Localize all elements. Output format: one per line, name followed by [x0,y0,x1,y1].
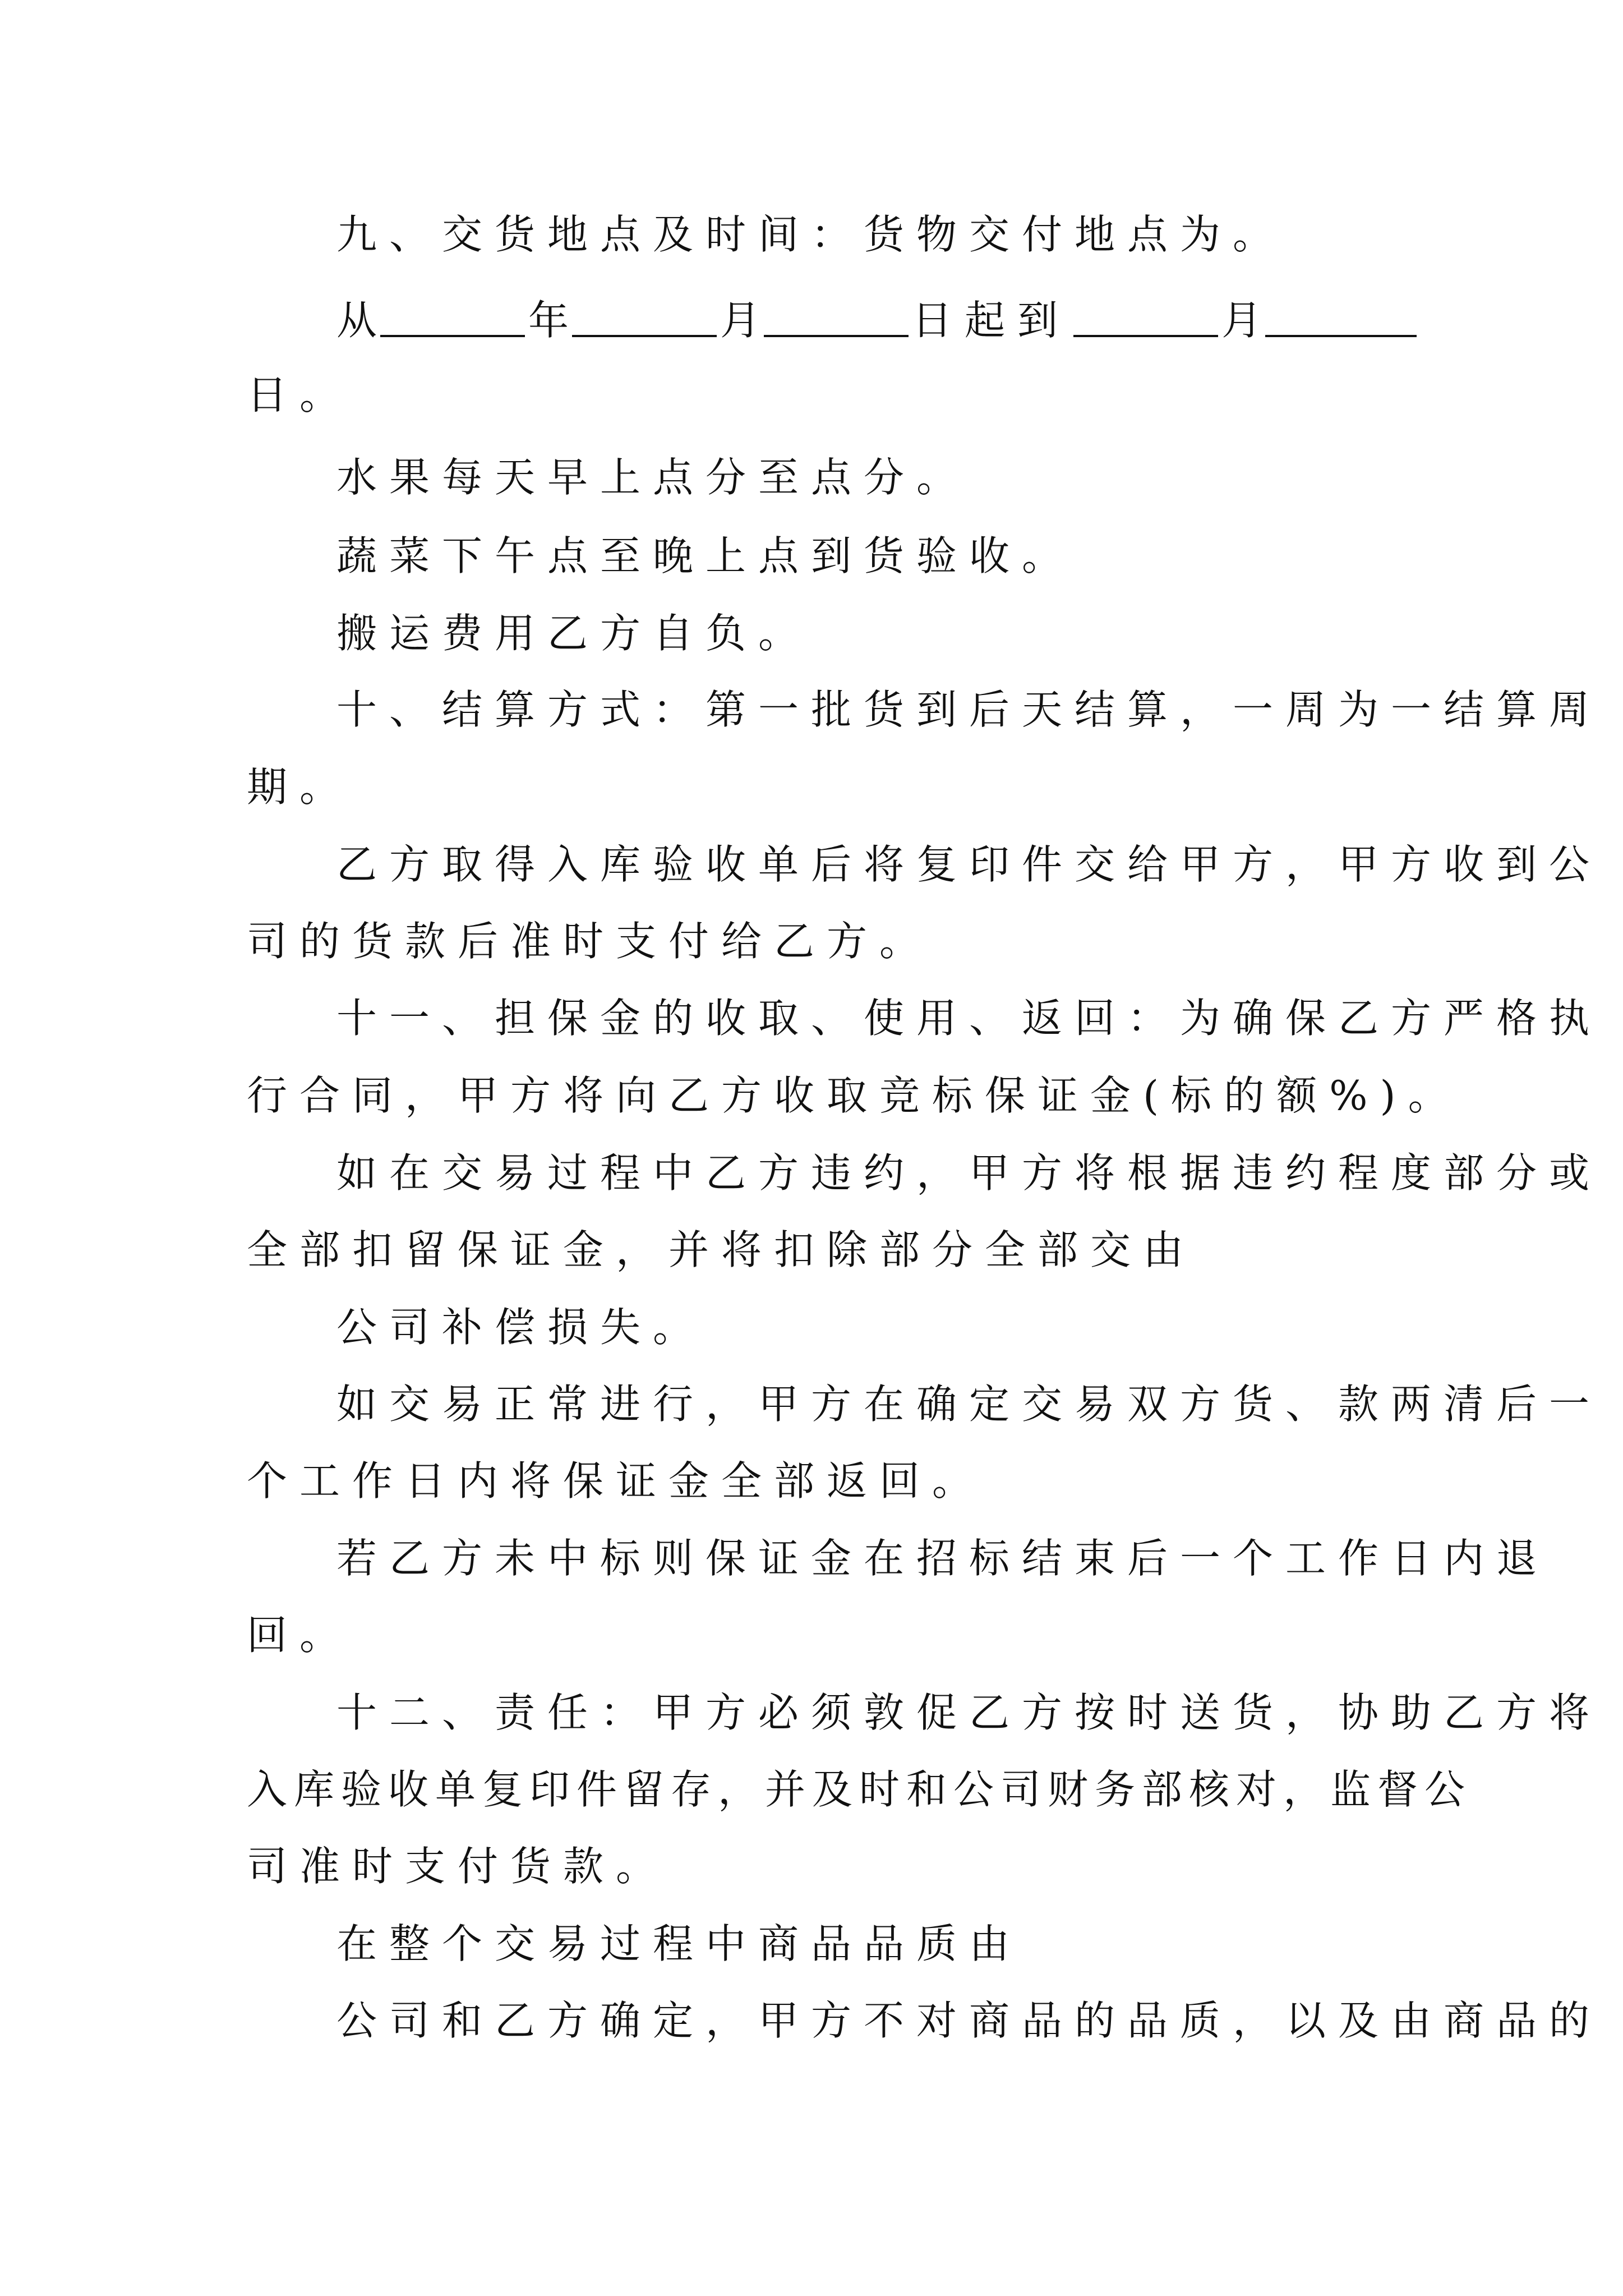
text-line: 九、交货地点及时间：货物交付地点为。 [336,211,1286,258]
text-line: 司准时支付货款。 [247,1843,669,1890]
text-line: 搬运费用乙方自负。 [336,610,811,657]
text-line: 十、结算方式：第一批货到后天结算，一周为一结算周 [336,686,1602,733]
text-line: 回。 [247,1612,353,1659]
text-line: 期。 [247,763,353,811]
fill-in-blank [1073,297,1218,337]
date-part: 月 [720,297,761,344]
text-line: 乙方取得入库验收单后将复印件交给甲方，甲方收到公 [336,841,1602,888]
text-line: 如在交易过程中乙方违约，甲方将根据违约程度部分或 [336,1149,1602,1197]
fill-in-blank [764,297,909,337]
text-line: 蔬菜下午点至晚上点到货验收。 [336,532,1075,579]
date-part: 月 [1221,297,1262,344]
text-line: 个工作日内将保证金全部返回。 [247,1457,985,1504]
text-line: 水果每天早上点分至点分。 [336,454,970,501]
text-line: 在整个交易过程中商品品质由 [336,1920,1022,1967]
text-line: 如交易正常进行，甲方在确定交易双方货、款两清后一 [336,1381,1602,1428]
text-line: 日。 [247,371,353,418]
text-line: 公司补偿损失。 [336,1304,706,1351]
text-line: 入库验收单复印件留存，并及时和公司财务部核对，监督公 [247,1766,1472,1813]
text-line: 行合同，甲方将向乙方收取竞标保证金(标的额%)。 [247,1072,1461,1119]
text-line: 十二、责任：甲方必须敦促乙方按时送货，协助乙方将 [336,1689,1602,1736]
fill-in-blank [1265,297,1417,337]
date-part: 日起到 [912,297,1071,344]
fill-in-blank [572,297,717,337]
text-line: 十一、担保金的收取、使用、返回：为确保乙方严格执 [336,995,1602,1042]
date-blank-row [336,297,1420,344]
text-line: 司的货款后准时支付给乙方。 [247,918,933,965]
fill-in-blank [380,297,525,337]
text-line: 若乙方未中标则保证金在招标结束后一个工作日内退 [336,1535,1550,1582]
date-part: 从 [336,297,377,344]
date-part: 年 [528,297,569,344]
text-line: 全部扣留保证金，并将扣除部分全部交由 [247,1226,1196,1273]
text-line: 公司和乙方确定，甲方不对商品的品质，以及由商品的 [336,1997,1602,2044]
